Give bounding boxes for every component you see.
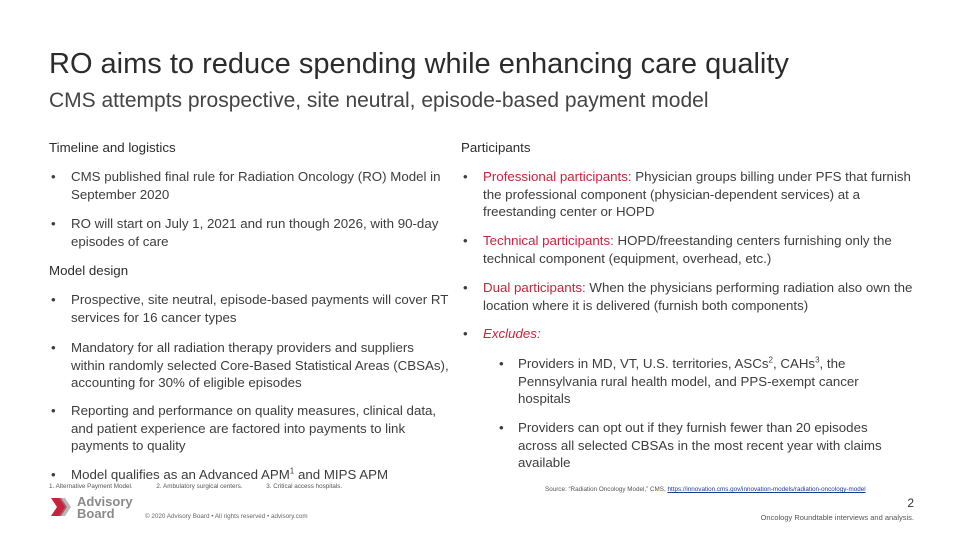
bullet-icon: • xyxy=(499,420,504,435)
bullet-icon: • xyxy=(499,356,504,371)
participants-heading: Participants xyxy=(461,140,531,155)
bullet-icon: • xyxy=(463,233,468,248)
bullet-icon: • xyxy=(51,169,56,184)
bullet-icon: • xyxy=(51,467,56,482)
page-title: RO aims to reduce spending while enhancing care quality xyxy=(49,48,789,80)
professional-text: Physician groups billing under PFS that furnish the professional component (physician-dependent services) at a freestanding center or HOPD xyxy=(483,169,911,219)
bullet-text: Prospective, site neutral, episode-based payments will cover RT services for 16 cancer types xyxy=(71,292,449,325)
bullet-text xyxy=(518,355,898,408)
source-note xyxy=(545,486,866,493)
bullet-icon: • xyxy=(463,169,468,184)
bullet-text: CMS published final rule for Radiation Oncology (RO) Model in September 2020 xyxy=(71,169,441,202)
exclusion-text: , CAHs xyxy=(772,356,816,371)
bullet-icon: • xyxy=(463,326,468,341)
bullet-text: Reporting and performance on quality measures, clinical data, and patient experience are factored into payments to link payments to quality xyxy=(71,403,437,453)
bullet-text xyxy=(483,168,913,221)
bullet-icon: • xyxy=(51,216,56,231)
bullet-icon: • xyxy=(463,280,468,295)
bullet-text xyxy=(71,466,451,484)
bullet-icon: • xyxy=(51,403,56,418)
logo-mark-icon xyxy=(49,494,75,520)
footnotes xyxy=(49,483,364,490)
dual-text: When the physicians performing radiation also own the location where it is delivered (furnish both components) xyxy=(483,280,913,313)
footnote: 3. Critical access hospitals. xyxy=(266,483,343,490)
excludes-label: Excludes: xyxy=(483,326,541,341)
professional-label: Professional participants: xyxy=(483,169,632,184)
page-number: 2 xyxy=(907,496,914,510)
footnote-ref: 1 xyxy=(289,466,295,476)
source-footer: Oncology Roundtable interviews and analysis. xyxy=(760,513,914,522)
technical-label: Technical participants: xyxy=(483,233,614,248)
bullet-text xyxy=(483,279,913,314)
mips-text: and MIPS APM xyxy=(294,467,389,482)
exclusion-text: , the Pennsylvania rural health model, and PPS-exempt cancer hospitals xyxy=(518,356,859,406)
exclusion-text: Providers in MD, VT, U.S. territories, ASCs xyxy=(518,356,769,371)
technical-text: HOPD/freestanding centers furnishing only the technical component (equipment, overhead, etc.) xyxy=(483,233,892,266)
apm-text: Model qualifies as an Advanced APM xyxy=(71,467,290,482)
page-subtitle: CMS attempts prospective, site neutral, episode-based payment model xyxy=(49,89,709,112)
timeline-heading: Timeline and logistics xyxy=(49,140,176,155)
bullet-icon: • xyxy=(51,292,56,307)
bullet-icon: • xyxy=(51,340,56,355)
source-label: Source: “Radiation Oncology Model,” CMS, xyxy=(545,486,666,493)
design-heading: Model design xyxy=(49,263,129,278)
advisory-board-logo xyxy=(49,494,135,520)
footnote: 1. Alternative Payment Model. xyxy=(49,483,133,490)
bullet-text: Mandatory for all radiation therapy providers and suppliers within randomly selected Core-Based Statistical Areas (CBSAs), accounting for 30% of eligible episodes xyxy=(71,340,449,390)
bullet-text: RO will start on July 1, 2021 and run though 2026, with 90-day episodes of care xyxy=(71,216,439,249)
logo-text-top: Advisory xyxy=(77,494,133,509)
source-link[interactable]: https://innovation.cms.gov/innovation-models/radiation-oncology-model xyxy=(667,486,866,493)
bullet-text xyxy=(483,232,913,267)
copyright: © 2020 Advisory Board • All rights reserved • advisory.com xyxy=(145,513,308,520)
footnote-ref: 2 xyxy=(768,355,773,365)
footnote-ref: 3 xyxy=(815,355,820,365)
footnote: 2. Ambulatory surgical centers. xyxy=(156,483,243,490)
bullet-text: Providers can opt out if they furnish fewer than 20 episodes across all selected CBSAs in the most recent year with claims available xyxy=(518,420,882,470)
logo-text-bottom: Board xyxy=(77,506,115,521)
dual-label: Dual participants: xyxy=(483,280,586,295)
